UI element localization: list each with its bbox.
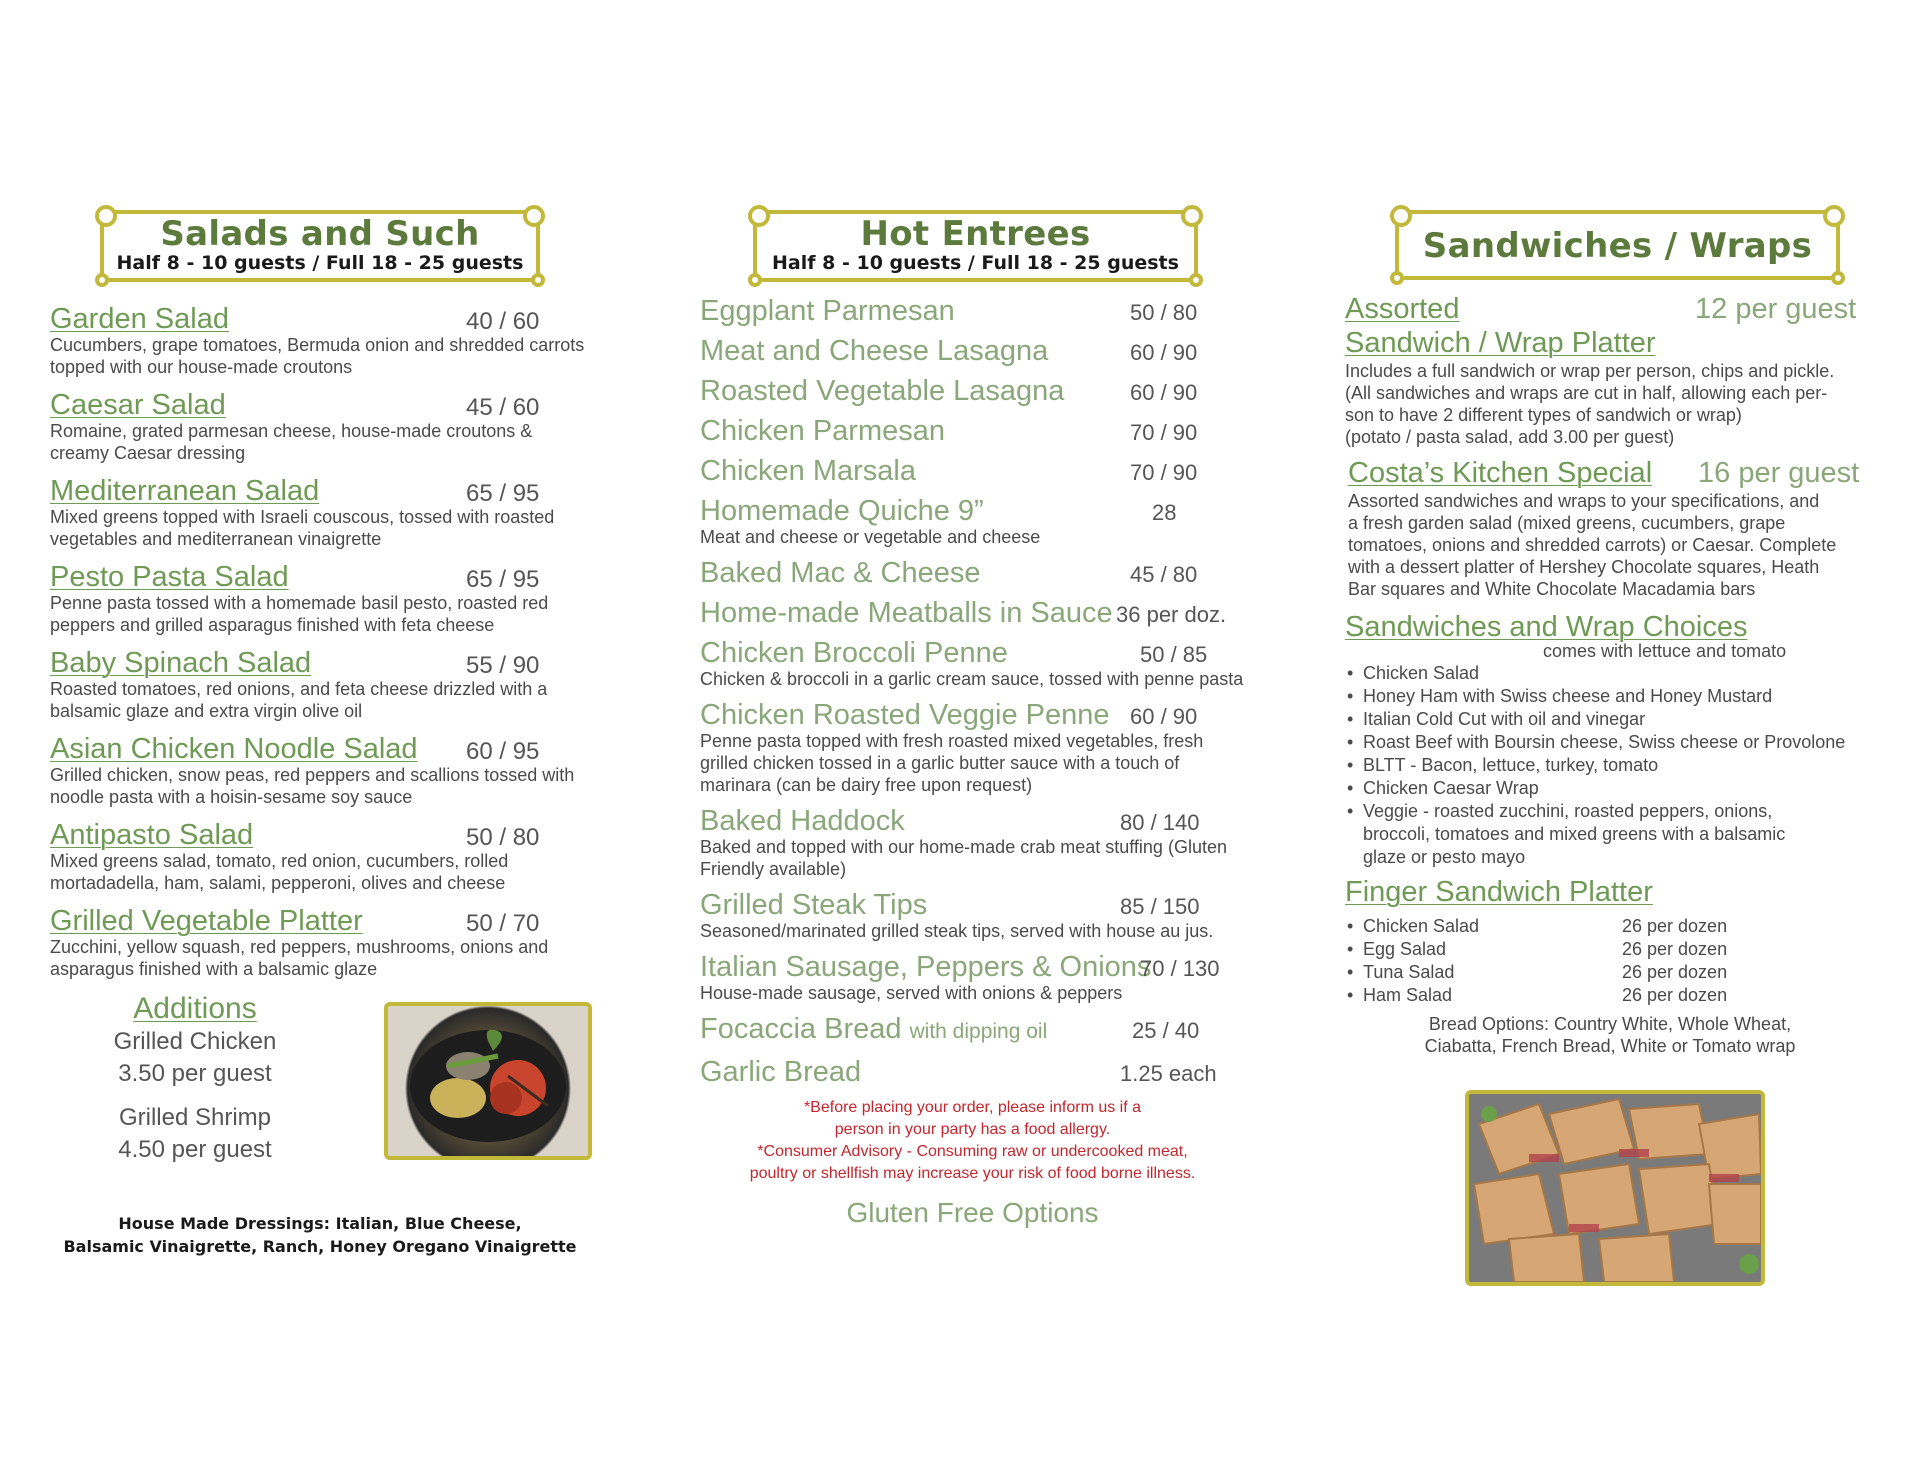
item-price: 25 / 40 (1132, 1018, 1200, 1043)
item-price: 50 / 70 (466, 910, 540, 937)
item-description: Penne pasta topped with fresh roasted mixed vegetables, fresh grilled chicken tossed in a garlic butter sauce with a touch of marinara (can be dairy free upon request) (700, 731, 1204, 795)
item-description: Seasoned/marinated grilled steak tips, served with house au jus. (700, 921, 1214, 941)
item-description: Romaine, grated parmesan cheese, house-made croutons & creamy Caesar dressing (50, 421, 533, 463)
item-name: Asian Chicken Noodle Salad (50, 733, 418, 765)
allergy-note: person in your party has a food allergy. (834, 1121, 1111, 1138)
menu-item (700, 952, 1260, 1004)
item-name-text: Grilled Steak Tips (700, 889, 928, 921)
section-title: Salads and Such (160, 214, 480, 254)
menu-item (700, 890, 1260, 942)
sandwiches-title-box (1395, 210, 1840, 280)
choice-item: • BLTT - Bacon, lettuce, turkey, tomato (1345, 754, 1885, 777)
assorted-label: Assorted (1345, 293, 1460, 325)
menu-item (700, 416, 1260, 446)
menu-item (700, 598, 1260, 628)
item-name-text: Baked Haddock (700, 805, 905, 837)
choices-block (1345, 610, 1890, 869)
item-name: Baby Spinach Salad (50, 647, 312, 679)
item-description: Roasted tomatoes, red onions, and feta cheese drizzled with a balsamic glaze and extra virgin olive oil (50, 679, 548, 721)
finger-item-name: Chicken Salad (1363, 916, 1480, 936)
description-line: (potato / pasta salad, add 3.00 per guest) (1345, 427, 1675, 447)
item-name-text: Home-made Meatballs in Sauce (700, 597, 1113, 629)
finger-item-price: 26 per dozen (1622, 939, 1728, 959)
hot-title-box (753, 210, 1198, 282)
item-price: 70 / 90 (1130, 460, 1198, 485)
item-description: Mixed greens salad, tomato, red onion, cucumbers, rolled mortadadella, ham, salami, pepperoni, olives and cheese (50, 851, 509, 893)
menu-item (50, 562, 590, 636)
item-price: 65 / 95 (466, 566, 540, 593)
item-price: 85 / 150 (1120, 894, 1200, 919)
finger-item-name: Ham Salad (1363, 985, 1453, 1005)
bread-options (1345, 1013, 1875, 1057)
finger-block (1345, 875, 1890, 1057)
menu-item (50, 820, 590, 894)
bread-options-line: Bread Options: Country White, Whole Wheat, (1428, 1014, 1792, 1034)
menu-item (700, 496, 1260, 548)
menu-item (700, 1014, 1260, 1047)
item-name: Caesar Salad (50, 389, 226, 421)
item-price: 45 / 80 (1130, 562, 1198, 587)
assorted-price: 12 per guest (1695, 293, 1857, 325)
description-line: Bar squares and White Chocolate Macadamia bars (1348, 579, 1756, 599)
menu-item (50, 648, 590, 722)
item-name-text: Italian Sausage, Peppers & Onions (700, 951, 1152, 983)
item-name: Garden Salad (50, 303, 229, 335)
item-price: 36 per doz. (1116, 602, 1227, 627)
item-name-text: Meat and Cheese Lasagna (700, 335, 1049, 367)
dressings-note (40, 1212, 600, 1258)
description-line: with a dessert platter of Hershey Chocolate squares, Heath (1348, 557, 1820, 577)
description-line: Assorted sandwiches and wraps to your specifications, and (1348, 491, 1820, 511)
item-name-text: Baked Mac & Cheese (700, 557, 981, 589)
special-block (1345, 456, 1890, 600)
special-label: Costa’s Kitchen Special (1348, 457, 1653, 489)
finger-item-price: 26 per dozen (1622, 916, 1728, 936)
choice-item: • Chicken Salad (1345, 662, 1885, 685)
menu-item (50, 734, 590, 808)
item-name: Mediterranean Salad (50, 475, 320, 507)
item-description: Meat and cheese or vegetable and cheese (700, 527, 1041, 547)
finger-item-name: Egg Salad (1363, 939, 1447, 959)
menu-item (700, 638, 1260, 690)
finger-item-name: Tuna Salad (1363, 962, 1455, 982)
section-title: Sandwiches / Wraps (1422, 226, 1813, 266)
item-price: 1.25 each (1120, 1061, 1217, 1086)
description-line: a fresh garden salad (mixed greens, cucumbers, grape (1348, 513, 1786, 533)
section-title: Hot Entrees (860, 214, 1091, 254)
dressings-line: House Made Dressings: Italian, Blue Cheese, (118, 1214, 522, 1233)
item-price: 60 / 90 (1130, 704, 1198, 729)
item-price: 80 / 140 (1120, 810, 1200, 835)
additions-area (50, 992, 590, 1212)
description-line: Includes a full sandwich or wrap per person, chips and pickle. (1345, 361, 1835, 381)
item-description: Chicken & broccoli in a garlic cream sauce, tossed with penne pasta (700, 669, 1244, 689)
item-name-text: Roasted Vegetable Lasagna (700, 375, 1065, 407)
assorted-heading (1345, 292, 1890, 326)
finger-item (1345, 915, 1890, 938)
item-name-text: Eggplant Parmesan (700, 295, 955, 327)
consumer-advisory: poultry or shellfish may increase your risk of food borne illness. (749, 1165, 1196, 1182)
additions-line: Grilled Shrimp (118, 1104, 272, 1131)
gluten-free-options: Gluten Free Options (846, 1197, 1099, 1228)
item-price: 28 (1152, 500, 1177, 525)
dressings-line: Balsamic Vinaigrette, Ranch, Honey Oregano Vinaigrette (63, 1237, 577, 1256)
finger-item-price: 26 per dozen (1622, 962, 1728, 982)
choice-item: • Veggie - roasted zucchini, roasted peppers, onions, broccoli, tomatoes and mixed greens with a balsamic glaze or pesto mayo (1345, 800, 1825, 869)
hot-entrees-column (700, 210, 1260, 1229)
menu-item (50, 390, 590, 464)
salads-column (50, 210, 590, 1258)
assorted-block (1345, 292, 1890, 448)
item-name-text: Homemade Quiche 9” (700, 495, 984, 527)
allergy-notes (700, 1097, 1245, 1185)
bread-options-line: Ciabatta, French Bread, White or Tomato wrap (1424, 1036, 1796, 1056)
additions-line: 4.50 per guest (118, 1136, 272, 1163)
item-price: 55 / 90 (466, 652, 540, 679)
sandwiches-column (1345, 210, 1890, 1057)
item-name-text: Chicken Parmesan (700, 415, 945, 447)
item-price: 45 / 60 (466, 394, 540, 421)
section-subtitle: Half 8 - 10 guests / Full 18 - 25 guests (772, 252, 1179, 274)
choice-item: • Italian Cold Cut with oil and vinegar (1345, 708, 1885, 731)
choices-heading: Sandwiches and Wrap Choices (1345, 611, 1748, 643)
special-heading (1348, 456, 1890, 490)
item-name: Antipasto Salad (50, 819, 254, 851)
item-price: 50 / 80 (466, 824, 540, 851)
item-description: Baked and topped with our home-made crab meat stuffing (Gluten Friendly available) (700, 837, 1227, 879)
salad-bowl-photo (384, 1002, 592, 1160)
item-description: House-made sausage, served with onions & peppers (700, 983, 1123, 1003)
menu-item (700, 456, 1260, 486)
menu-item (700, 558, 1260, 588)
platter-description (1345, 360, 1890, 448)
menu-item (700, 336, 1260, 366)
finger-heading: Finger Sandwich Platter (1345, 876, 1653, 908)
finger-item (1345, 984, 1890, 1007)
item-price: 50 / 85 (1140, 642, 1208, 667)
item-price: 70 / 90 (1130, 420, 1198, 445)
choices-list (1345, 662, 1885, 869)
menu-item (50, 906, 590, 980)
platter-heading: Sandwich / Wrap Platter (1345, 327, 1656, 359)
choice-item: • Roast Beef with Boursin cheese, Swiss cheese or Provolone (1345, 731, 1885, 754)
item-description: Mixed greens topped with Israeli couscous, tossed with roasted vegetables and mediterranean vinaigrette (50, 507, 555, 549)
additions-title: Additions (133, 992, 257, 1025)
salad-list (50, 304, 590, 980)
salads-title-box (100, 210, 540, 282)
choice-item: • Chicken Caesar Wrap (1345, 777, 1885, 800)
item-price: 40 / 60 (466, 308, 540, 335)
item-name-text: Garlic Bread (700, 1056, 862, 1088)
additions-line: Grilled Chicken (113, 1028, 277, 1055)
item-name-text: Focaccia Bread (700, 1013, 902, 1045)
menu-item (700, 806, 1260, 880)
item-name-extra: with dipping oil (909, 1020, 1048, 1043)
item-price: 70 / 130 (1140, 956, 1220, 981)
menu-item (50, 304, 590, 378)
item-name-text: Chicken Roasted Veggie Penne (700, 699, 1110, 731)
item-price: 60 / 90 (1130, 340, 1198, 365)
item-description: Zucchini, yellow squash, red peppers, mushrooms, onions and asparagus finished with a balsamic glaze (50, 937, 549, 979)
item-price: 60 / 90 (1130, 380, 1198, 405)
item-name: Grilled Vegetable Platter (50, 905, 363, 937)
item-name-text: Chicken Broccoli Penne (700, 637, 1008, 669)
description-line: son to have 2 different types of sandwich or wrap) (1345, 405, 1742, 425)
special-description (1348, 490, 1890, 600)
item-description: Grilled chicken, snow peas, red peppers and scallions tossed with noodle pasta with a hoisin-sesame soy sauce (50, 765, 575, 807)
finger-item-price: 26 per dozen (1622, 985, 1728, 1005)
menu-item (700, 376, 1260, 406)
item-description: Penne pasta tossed with a homemade basil pesto, roasted red peppers and grilled asparagus finished with feta cheese (50, 593, 549, 635)
consumer-advisory: *Consumer Advisory - Consuming raw or undercooked meat, (757, 1143, 1188, 1160)
item-price: 65 / 95 (466, 480, 540, 507)
finger-item (1345, 961, 1890, 984)
finger-item (1345, 938, 1890, 961)
choice-item: • Honey Ham with Swiss cheese and Honey Mustard (1345, 685, 1885, 708)
item-name: Pesto Pasta Salad (50, 561, 289, 593)
allergy-note: *Before placing your order, please inform us if a (803, 1099, 1142, 1116)
description-line: (All sandwiches and wraps are cut in half, allowing each per- (1345, 383, 1828, 403)
menu-item (50, 476, 590, 550)
item-description: Cucumbers, grape tomatoes, Bermuda onion and shredded carrots topped with our house-made croutons (50, 335, 585, 377)
additions-block (50, 992, 340, 1166)
special-price: 16 per guest (1698, 457, 1860, 489)
sandwich-platter-photo (1465, 1090, 1765, 1286)
menu-item (700, 700, 1260, 796)
menu-item (700, 1057, 1260, 1087)
item-price: 60 / 95 (466, 738, 540, 765)
finger-list (1345, 915, 1890, 1007)
hot-entree-list (700, 296, 1260, 1087)
section-subtitle: Half 8 - 10 guests / Full 18 - 25 guests (116, 252, 524, 274)
choices-note: comes with lettuce and tomato (1543, 641, 1787, 661)
item-price: 50 / 80 (1130, 300, 1198, 325)
additions-line: 3.50 per guest (118, 1060, 272, 1087)
description-line: tomatoes, onions and shredded carrots) or Caesar. Complete (1348, 535, 1837, 555)
menu-item (700, 296, 1260, 326)
item-name-text: Chicken Marsala (700, 455, 916, 487)
